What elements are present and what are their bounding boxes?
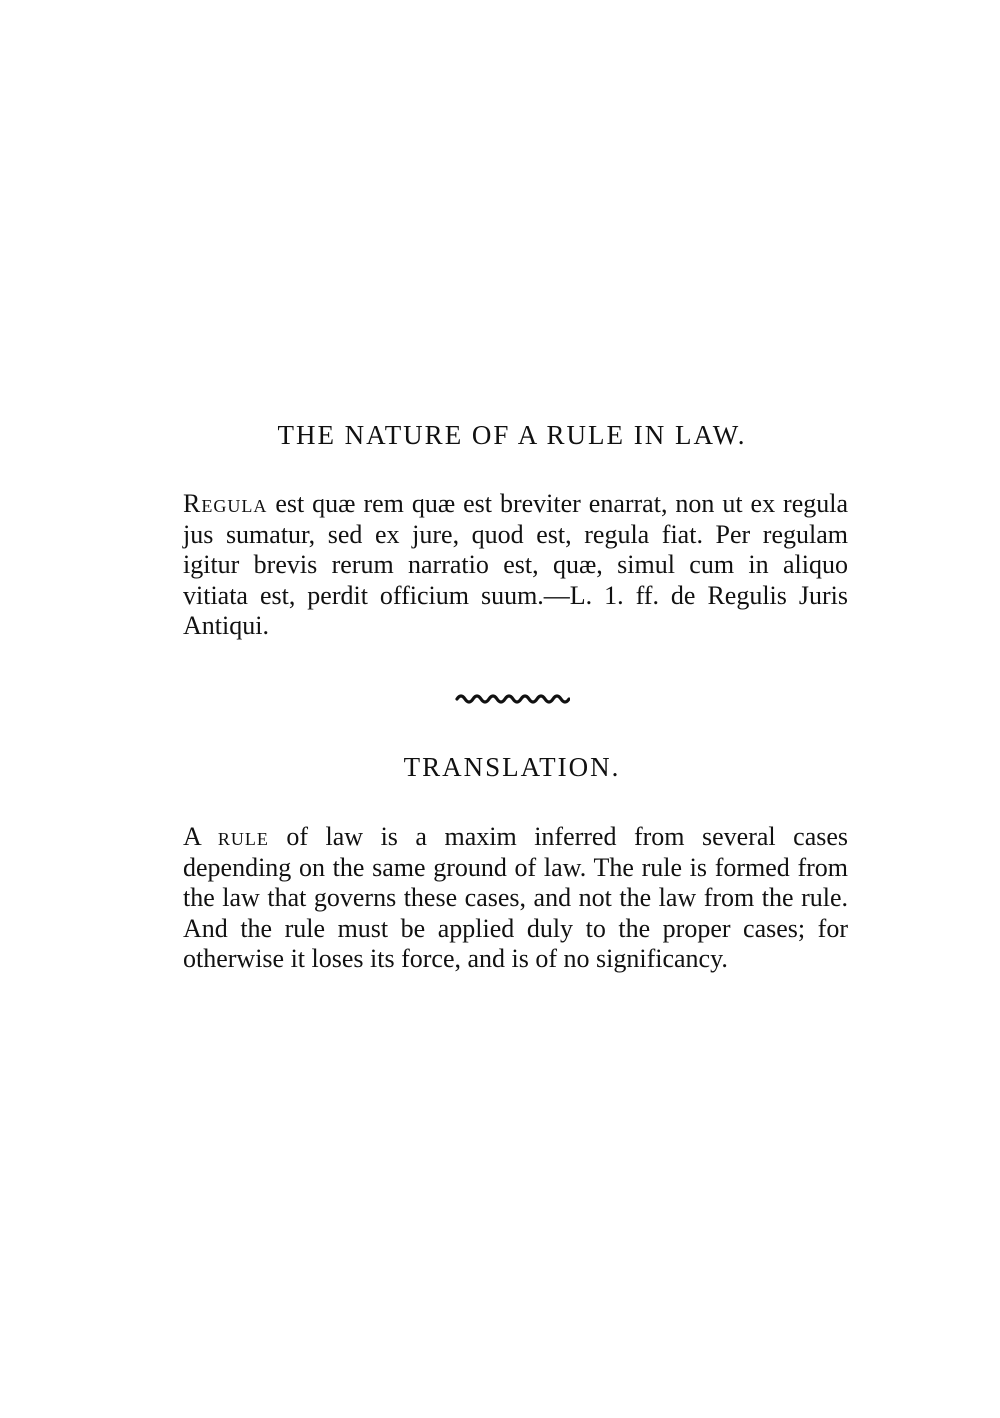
- translation-title: TRANSLATION.: [403, 752, 621, 782]
- translation-paragraph: [183, 822, 848, 975]
- latin-body: est quæ rem quæ est breviter enarrat, non ut ex regula jus sumatur, sed ex jure, quod est, regula fiat. Per regulam igitur brevis rerum narratio est, quæ, simul cum in aliquo vitiata est, perdit officium suum.—L. 1. ff. de Regulis Juris Antiqui.: [183, 489, 848, 641]
- translation-body: of law is a maxim inferred from several cases depending on the same ground of law. The rule is formed from the law that governs these cases, and not the law from the rule. And the rule must be applied duly to the proper cases; for otherwise it loses its force, and is of no significancy.: [183, 822, 849, 974]
- latin-paragraph: [183, 489, 848, 642]
- translation-lead-article: A: [183, 822, 201, 851]
- translation-lead-word: rule: [217, 822, 269, 851]
- latin-lead-word: Regula: [183, 489, 268, 518]
- wavy-rule-ornament-icon: [455, 692, 570, 706]
- page-title: THE NATURE OF A RULE IN LAW.: [277, 420, 747, 450]
